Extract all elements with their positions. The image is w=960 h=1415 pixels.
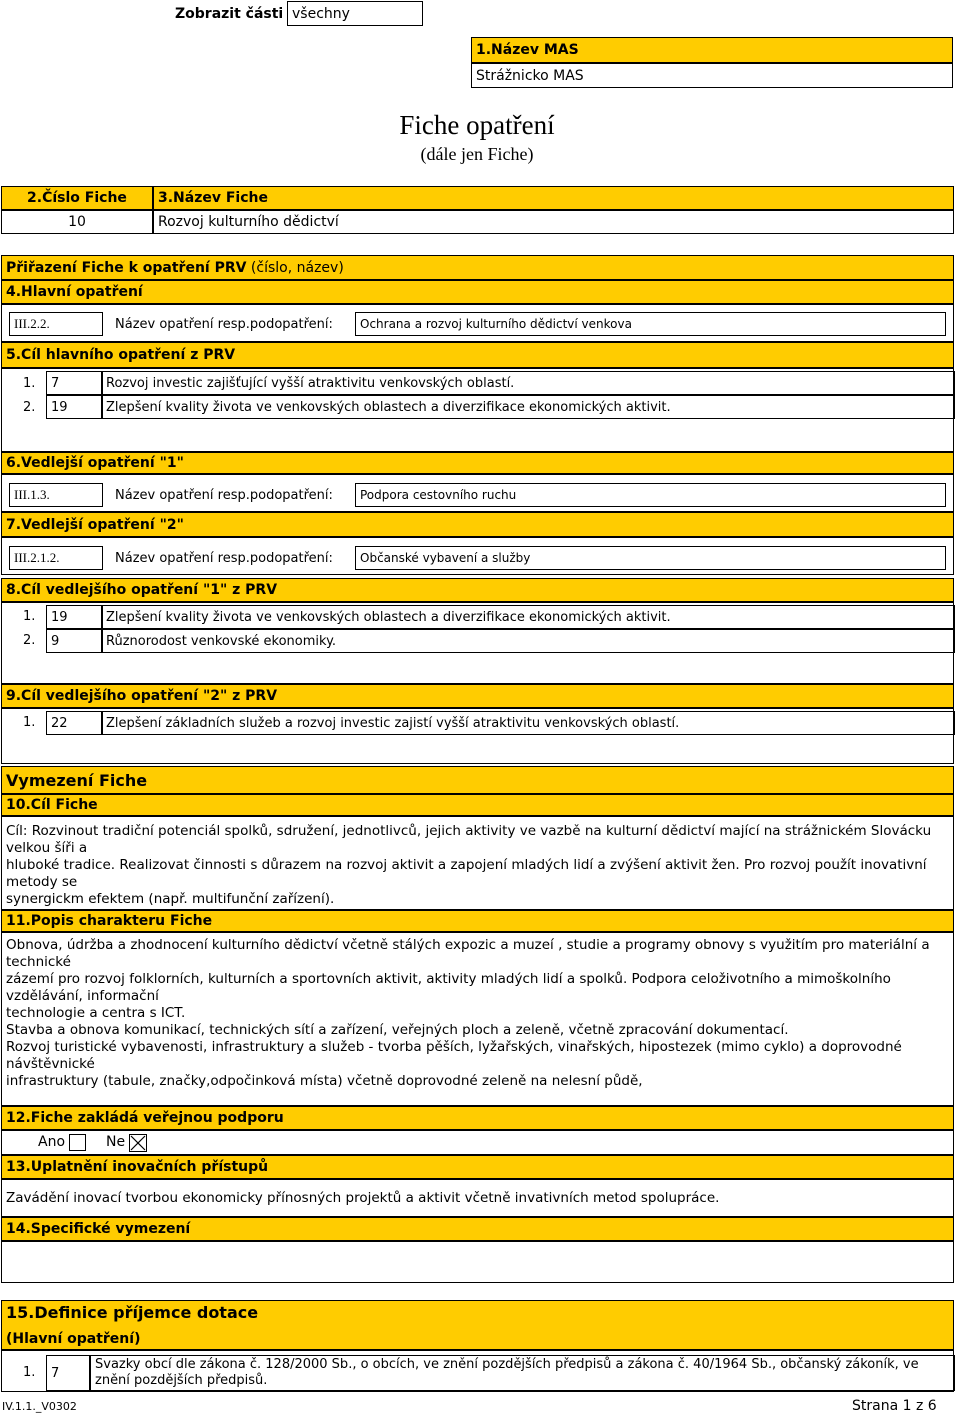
main-measure-label: 4.Hlavní opatření xyxy=(1,280,954,304)
character-label: 11.Popis charakteru Fiche xyxy=(1,910,954,932)
side2-goal-idx-1: 1. xyxy=(23,715,36,730)
beneficiary-code: 7 xyxy=(46,1355,90,1391)
public-support-yes-checkbox[interactable] xyxy=(69,1134,86,1151)
public-support-row xyxy=(1,1130,954,1155)
beneficiary-heading: 15.Definice příjemce dotace xyxy=(6,1303,259,1322)
innovation-text: Zavádění inovací tvorbou ekonomicky přínosných projektů a aktivit včetně invativních metod spoluprácе. xyxy=(1,1179,954,1217)
display-label: Zobrazit části xyxy=(175,6,284,22)
side1-goal-text-2: Různorodost venkovské ekonomiky. xyxy=(102,629,955,653)
goal-label: 10.Cíl Fiche xyxy=(1,794,954,816)
main-goal-text-1: Rozvoj investic zajišťující vyšší atraktivitu venkovských oblastí. xyxy=(102,371,955,395)
footer-page: Strana 1 z 6 xyxy=(852,1398,937,1414)
page-title: Fiche opatření xyxy=(399,110,555,140)
fiche-number-label: 2.Číslo Fiche xyxy=(1,186,153,210)
main-goal-list xyxy=(1,368,954,452)
side1-goal-code-2: 9 xyxy=(46,629,102,653)
side1-goal-text-1: Zlepšení kvality života ve venkovských oblastech a diverzifikace ekonomických aktivit. xyxy=(102,605,955,629)
assignment-heading xyxy=(1,255,954,280)
side2-goal-code-1: 22 xyxy=(46,711,102,735)
footer-code: IV.1.1._V0302 xyxy=(2,1400,77,1413)
fiche-name-value: Rozvoj kulturního dědictví xyxy=(153,210,954,234)
goal-text: Cíl: Rozvinout tradiční potenciál spolků, sdružení, jednotlivců, jejich aktivity ve vazbě na kulturní dědictví mající na strážnickém Slovácku velkou šíři a hluboké tradice. Realizovat činnosti s důrazem na rozvoj aktivit a zapojení mladých lidí a zvýšení aktivit žen. Pro rozvoj použít inovativní metody se synergickm efektem (např. multifunční zařízení). xyxy=(1,816,954,910)
beneficiary-idx: 1. xyxy=(23,1365,36,1380)
side2-goal-text-1: Zlepšení základních služeb a rozvoj investic zajistí vyšší atraktivitu venkovských oblastí. xyxy=(102,711,955,735)
assignment-heading-bold: Přiřazení Fiche k opatření PRV xyxy=(6,259,247,276)
definition-heading: Vymezení Fiche xyxy=(1,766,954,794)
specific-text xyxy=(1,1241,954,1283)
specific-label: 14.Specifické vymezení xyxy=(1,1217,954,1241)
beneficiary-header xyxy=(1,1300,954,1350)
main-goal-code-2: 19 xyxy=(46,395,102,419)
side1-name-value: Podpora cestovního ruchu xyxy=(355,483,946,507)
side1-row xyxy=(1,474,954,512)
main-goal-idx-1: 1. xyxy=(23,376,36,391)
main-measure-name-value: Ochrana a rozvoj kulturního dědictví venkova xyxy=(355,312,946,336)
fiche-number-value: 10 xyxy=(1,210,153,234)
side1-label: 6.Vedlejší opatření "1" xyxy=(1,452,954,474)
public-support-no-label: Ne xyxy=(106,1134,126,1150)
main-measure-row xyxy=(1,304,954,342)
beneficiary-row xyxy=(1,1350,954,1392)
mas-value: Strážnicko MAS xyxy=(471,63,953,88)
side2-label: 7.Vedlejší opatření "2" xyxy=(1,512,954,537)
assignment-heading-rest: (číslo, název) xyxy=(246,259,344,276)
public-support-no-checkbox[interactable] xyxy=(129,1134,147,1152)
side2-code: III.2.1.2. xyxy=(9,546,103,570)
side2-goal-label: 9.Cíl vedlejšího opatření "2" z PRV xyxy=(1,684,954,708)
page-subtitle: (dále jen Fiche) xyxy=(420,144,534,164)
beneficiary-sub: (Hlavní opatření) xyxy=(6,1331,141,1347)
side1-goal-idx-2: 2. xyxy=(23,633,36,648)
public-support-yes-label: Ano xyxy=(38,1134,66,1150)
beneficiary-text: Svazky obcí dle zákona č. 128/2000 Sb., o obcích, ve znění pozdějších předpisů a zákona č. 40/1964 Sb., občanský zákoník, ve znění pozdějších předpisů. xyxy=(90,1355,955,1391)
side2-name-value: Občanské vybavení a služby xyxy=(355,546,946,570)
side1-goal-label: 8.Cíl vedlejšího opatření "1" z PRV xyxy=(1,578,954,602)
side1-code: III.1.3. xyxy=(9,483,103,507)
main-goal-idx-2: 2. xyxy=(23,400,36,415)
public-support-label: 12.Fiche zakládá veřejnou podporu xyxy=(1,1106,954,1130)
side1-goal-idx-1: 1. xyxy=(23,609,36,624)
checkbox-cross-icon xyxy=(130,1135,146,1151)
main-measure-name-label: Název opatření resp.podopatření: xyxy=(115,317,333,332)
main-goal-text-2: Zlepšení kvality života ve venkovských oblastech a diverzifikace ekonomických aktivit. xyxy=(102,395,955,419)
fiche-name-label: 3.Název Fiche xyxy=(153,186,954,210)
mas-label: 1.Název MAS xyxy=(471,37,953,63)
character-text: Obnova, údržba a zhodnocení kulturního dědictví včetně stálých expozic a muzeí , studie a programy obnovy s využitím pro materiální a technické zázemí pro rozvoj folklorních, kulturních a sportovních aktivit, aktivity mladých lidí a spolků. Podpora celoživotního a mimoškolního vzdělávání, informační technologie a centra s ICT. Stavba a obnova komunikací, technických sítí a zařízení, veřejných ploch a zeleně, včetně zpracování dokumentací. Rozvoj turistické vybavenosti, infrastruktury a služeb - tvorba pěších, lyžařských, vinařských, hipostezek (mimo cyklo) a doprovodné návštěvnické infrastruktury (tabule, značky,odpočinková místa) včetně doprovodné zeleně na nelesní půdě, xyxy=(1,932,954,1106)
main-goal-label: 5.Cíl hlavního opatření z PRV xyxy=(1,342,954,368)
main-measure-code: III.2.2. xyxy=(9,312,103,336)
main-goal-code-1: 7 xyxy=(46,371,102,395)
side1-name-label: Název opatření resp.podopatření: xyxy=(115,488,333,503)
side2-row xyxy=(1,537,954,575)
side1-goal-code-1: 19 xyxy=(46,605,102,629)
display-select[interactable]: všechny xyxy=(287,1,423,26)
innovation-label: 13.Uplatnění inovačních přístupů xyxy=(1,1155,954,1179)
side2-goal-list xyxy=(1,708,954,764)
side1-goal-list xyxy=(1,602,954,684)
side2-name-label: Název opatření resp.podopatření: xyxy=(115,551,333,566)
